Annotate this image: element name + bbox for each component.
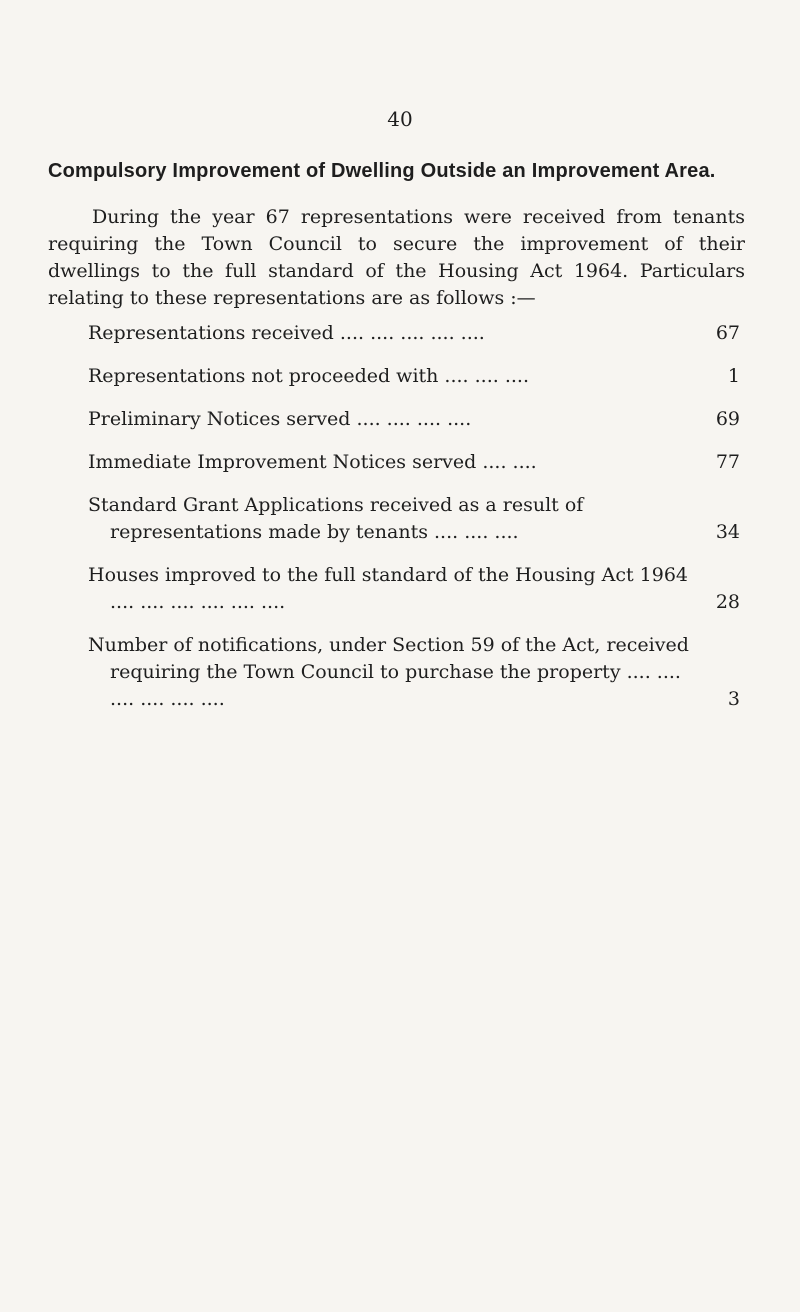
representations-list bbox=[88, 320, 740, 713]
list-item-not-proceeded bbox=[88, 363, 740, 390]
page-number: 40 bbox=[387, 107, 413, 131]
item-value: 67 bbox=[715, 322, 740, 344]
item-label: Standard Grant Applications received as a result of representations made by tenants .... .... .... bbox=[88, 494, 584, 543]
item-label: Immediate Improvement Notices served .... .... bbox=[88, 451, 537, 473]
list-item-preliminary-notices bbox=[88, 406, 740, 433]
item-label: Number of notifications, under Section 59 of the Act, received requiring the Town Council to purchase the property .... .... .... .... .... .... bbox=[88, 634, 689, 710]
list-item-representations-received bbox=[88, 320, 740, 347]
section-heading: Compulsory Improvement of Dwelling Outside an Improvement Area. bbox=[48, 160, 716, 182]
list-item-immediate-notices bbox=[88, 449, 740, 476]
item-value: 3 bbox=[727, 688, 740, 710]
intro-paragraph: During the year 67 representations were received from tenants requiring the Town Council to secure the improvement of their dwellings to the full standard of the Housing Act 1964. Particulars relating to these representations are as follows :— bbox=[48, 206, 745, 309]
list-item-grant-applications bbox=[88, 492, 740, 546]
item-value: 34 bbox=[715, 521, 740, 543]
item-label: Preliminary Notices served .... .... .... .... bbox=[88, 408, 472, 430]
item-value: 28 bbox=[715, 591, 740, 613]
item-label: Representations not proceeded with .... .... .... bbox=[88, 365, 529, 387]
item-value: 69 bbox=[715, 408, 740, 430]
item-label: Representations received .... .... .... .... .... bbox=[88, 322, 485, 344]
item-label: Houses improved to the full standard of the Housing Act 1964 .... .... .... .... .... .... bbox=[88, 564, 689, 613]
list-item-purchase-notifications bbox=[88, 632, 740, 713]
item-value: 77 bbox=[715, 451, 740, 473]
list-item-houses-improved bbox=[88, 562, 740, 616]
item-value: 1 bbox=[727, 365, 740, 387]
